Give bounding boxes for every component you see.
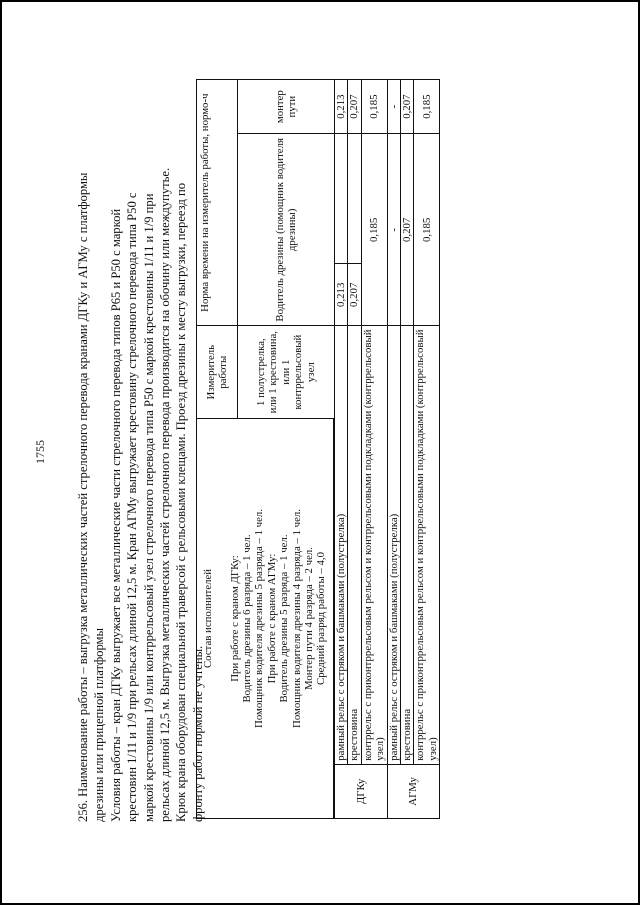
driver-label: Водитель дрезины (помощник водителя дрезины) — [273, 138, 298, 322]
conditions-line-1: Условия работы – кран ДГКу выгружает все металлические части стрелочного перевода типов Р65 и Р50 с маркой — [108, 208, 123, 822]
page-number: 1755 — [33, 440, 47, 464]
table-header-row — [197, 80, 238, 819]
norm-title: Норма времени на измеритель работы, нормо-ч — [199, 93, 211, 312]
track-norm-value: 0,185 — [414, 80, 440, 134]
conditions-line-6: фронту работ нормой не учтены. — [190, 645, 205, 822]
work-item-label: контррельс с приконтррельсовым рельсом и контррельсовыми подкладками (контррельсовый узел) — [361, 326, 387, 764]
driver-norm-value: 0,207 — [401, 134, 414, 326]
composition-line: Помощник водителя дрезины 5 разряда – 1 чел. — [253, 509, 266, 728]
work-item-label: рамный рельс с остряком и башмаками (полустрелка) — [387, 326, 400, 764]
driver-header-cell — [238, 134, 335, 326]
work-item-label: крестовина — [401, 326, 414, 764]
time-norm-table — [196, 79, 440, 819]
track-norm-value: - — [387, 80, 400, 134]
composition-line: Средний разряд работы – 4,0 — [315, 551, 328, 685]
track-norm-value: 0,207 — [401, 80, 414, 134]
table-row — [348, 80, 361, 819]
work-item-label: контррельс с приконтррельсовым рельсом и контррельсовыми подкладками (контррельсовый узел) — [414, 326, 440, 764]
scan-border-left — [0, 0, 2, 905]
conditions-line-3: маркой крестовины 1/9 или контррельсовый узел стрелочного перевода типа Р50 с маркой крестовины 1/11 и 1/9 при — [141, 193, 156, 822]
table-row — [414, 80, 440, 819]
work-item-label: крестовина — [348, 326, 361, 764]
track-worker-header-cell — [238, 80, 335, 134]
meter-value: 1 полустрелка, или 1 крестовина, или 1 контррельсовый узел — [254, 331, 317, 414]
composition-line: При работе с краном АГМу: — [265, 553, 278, 684]
crane-label-agmu: АГМу — [387, 764, 440, 818]
driver-norm-value: - — [387, 134, 400, 326]
scan-border-top — [0, 0, 640, 2]
driver-norm-value: 0,185 — [414, 134, 440, 326]
meter-title: Измеритель работы — [204, 344, 229, 400]
meter-value-cell — [238, 326, 335, 419]
table-row — [335, 80, 348, 819]
table-row — [387, 80, 400, 819]
driver-norm-value: 0,213 — [335, 264, 348, 326]
composition-header-cell — [197, 418, 334, 818]
composition-title: Состав исполнителей — [202, 568, 215, 669]
composition-line: Монтер пути 4 разряда – 2 чел. — [303, 547, 316, 690]
work-title-line-2: дрезины или прицепной платформы — [92, 628, 107, 822]
table-row — [401, 80, 414, 819]
crane-label-dgku: ДГКу — [335, 764, 388, 818]
driver-norm-value: 0,207 — [348, 264, 361, 326]
track-norm-value: 0,207 — [348, 80, 361, 134]
track-norm-value: 0,185 — [361, 80, 387, 134]
composition-line: При работе с краном ДГКу: — [228, 555, 241, 682]
track-worker-label: монтер пути — [273, 90, 298, 124]
norm-header-cell — [197, 80, 238, 326]
composition-line: Водитель дрезины 5 разряда – 1 чел. — [278, 534, 291, 703]
conditions-line-2: крестовин 1/11 и 1/9 при рельсах длиной 12,5 м. Кран АГМу выгружает крестовину стрелочного перевода типа Р50 с — [125, 192, 140, 822]
driver-norm-value: 0,185 — [361, 134, 387, 326]
composition-line: Водитель дрезины 6 разряда – 1 чел. — [240, 534, 253, 703]
track-norm-value: 0,213 — [335, 80, 348, 134]
conditions-line-5: Крюк крана оборудован специальной траверсой с рельсовыми клещами. Проезд дрезины к месту выгрузки, переезд по — [174, 182, 189, 822]
work-description — [75, 77, 206, 822]
work-item-label: рамный рельс с остряком и башмаками (полустрелка) — [335, 326, 348, 764]
work-title-line-1: 256. Наименование работы – выгрузка металлических частей стрелочного перевода кранами ДГКу и АГМу с платформы — [76, 172, 90, 822]
rotated-document-page — [33, 77, 535, 822]
meter-header-cell — [197, 326, 238, 419]
composition-line: Помощник водителя дрезины 4 разряда – 1 чел. — [290, 509, 303, 728]
conditions-line-4: рельсах длиной 12,5 м. Выгрузка металлических частей стрелочного перевода производится на обочину или междупутье. — [158, 167, 173, 822]
table-row — [361, 80, 387, 819]
